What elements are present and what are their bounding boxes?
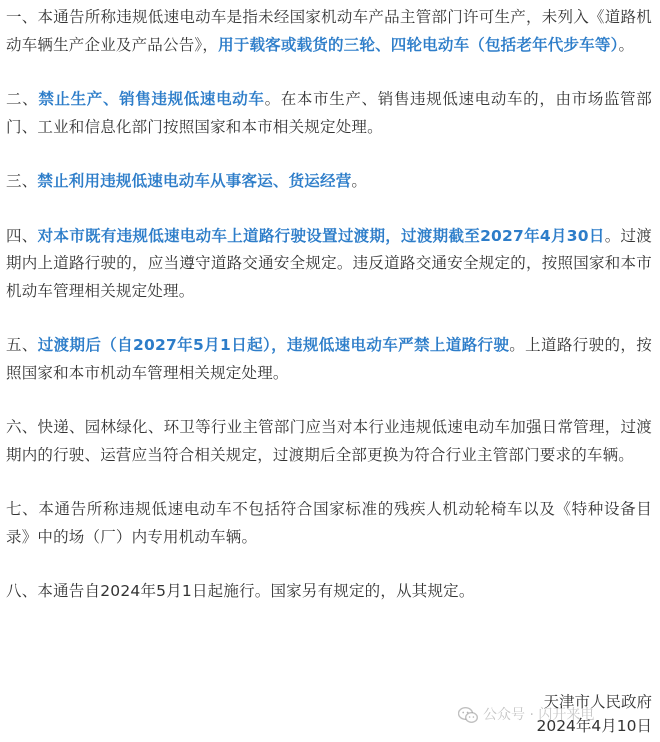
signature-organization: 天津市人民政府 [543,693,652,711]
paragraph-7-text: 七、本通告所称违规低速电动车不包括符合国家标准的残疾人机动轮椅车以及《特种设备目录》中的场（厂）内专用机动车辆。 [6,500,652,546]
paragraph-6-text: 六、快递、园林绿化、环卫等行业主管部门应当对本行业违规低速电动车加强日常管理，过渡期内的行驶、运营应当符合相关规定，过渡期后全部更换为符合行业主管部门要求的车辆。 [6,418,652,464]
paragraph-1-highlight: 用于载客或载货的三轮、四轮电动车（包括老年代步车等） [218,35,619,54]
paragraph-1-seg-3: 。 [618,35,635,54]
paragraph-4 [6,223,652,306]
paragraph-1 [6,4,652,59]
paragraph-5-seg-3: 。上道路行驶的，按照国家和本市机动车管理相关规定处理。 [6,336,652,382]
paragraph-3 [6,168,652,196]
watermark-text: 公众号 · 闪开来电 [483,707,595,723]
paragraph-1-seg-1: 一、本通告所称违规低速电动车是指未经国家机动车产品主管部门许可生产，未列入《道路机动车辆生产企业及产品公告》， [6,8,652,54]
paragraph-6 [6,414,652,469]
paragraph-8 [6,578,652,606]
paragraph-5 [6,332,652,387]
paragraph-3-seg-1: 三、 [6,172,38,190]
paragraph-5-seg-1: 五、 [6,336,38,354]
paragraph-7 [6,496,652,551]
paragraph-2-seg-1: 二、 [6,90,39,108]
paragraph-3-seg-3: 。 [351,172,368,190]
notice-body [6,4,652,633]
paragraph-8-text: 八、本通告自2024年5月1日起施行。国家另有规定的，从其规定。 [6,582,475,600]
paragraph-4-seg-1: 四、 [6,226,38,245]
paragraph-4-highlight: 对本市既有违规低速电动车上道路行驶设置过渡期，过渡期截至2027年4月30日 [37,226,605,245]
paragraph-3-highlight: 禁止利用违规低速电动车从事客运、货运经营 [37,172,352,190]
signature-date: 2024年4月10日 [536,717,652,735]
wechat-icon [458,707,478,724]
paragraph-2-highlight: 禁止生产、销售违规低速电动车 [38,90,265,108]
paragraph-2 [6,86,652,141]
paragraph-2-seg-3: 。在本市生产、销售违规低速电动车的，由市场监管部门、工业和信息化部门按照国家和本市相关规定处理。 [6,90,652,136]
paragraph-4-seg-3: 。过渡期内上道路行驶的，应当遵守道路交通安全规定。违反道路交通安全规定的，按照国家和本市机动车管理相关规定处理。 [6,226,652,300]
paragraph-5-highlight: 过渡期后（自2027年5月1日起），违规低速电动车严禁上道路行驶 [37,336,510,354]
